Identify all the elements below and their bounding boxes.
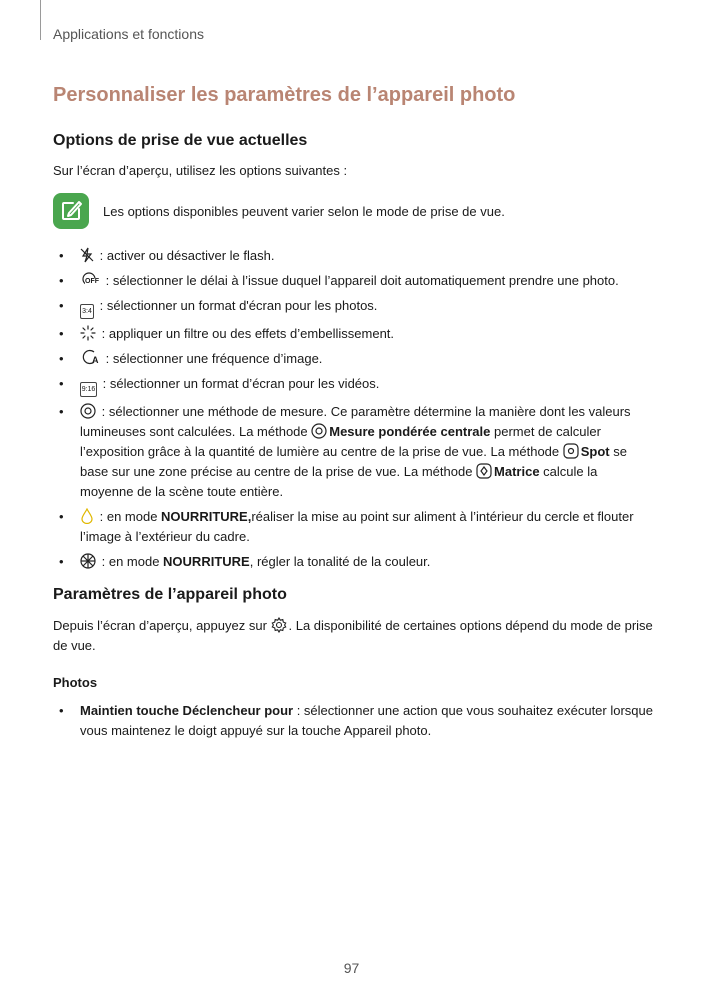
note-text: Les options disponibles peuvent varier selon le mode de prise de vue. xyxy=(103,204,505,219)
settings-paragraph xyxy=(53,616,653,656)
chapter-title: Applications et fonctions xyxy=(53,26,204,42)
subheading-photos: Photos xyxy=(53,675,98,690)
bullet: • xyxy=(59,509,64,524)
list-item-metering xyxy=(53,402,653,502)
item-text: se base sur une zone précise au centre de la prise de vue. La méthode xyxy=(80,444,627,479)
bullet: • xyxy=(59,404,64,419)
filter-sparkle-icon xyxy=(80,325,96,341)
item-bold: NOURRITURE, xyxy=(161,509,252,524)
item-text: : en mode xyxy=(98,554,164,569)
framerate-auto-icon xyxy=(80,349,100,366)
bullet: • xyxy=(59,326,64,341)
list-item-framerate xyxy=(53,349,653,369)
item-text: : en mode xyxy=(96,509,162,524)
item-text: : sélectionner une méthode de mesure. Ce paramètre détermine la manière dont les valeurs lumineuses sont calculées. La méthode xyxy=(80,404,631,439)
timer-off-icon xyxy=(80,272,100,288)
bullet: • xyxy=(59,248,64,263)
item-text: : sélectionner une fréquence d’image. xyxy=(102,351,323,366)
color-tone-wheel-icon xyxy=(80,553,96,569)
item-text: : activer ou désactiver le flash. xyxy=(96,248,275,263)
item-bold: Mesure pondérée centrale xyxy=(329,424,491,439)
spot-metering-icon xyxy=(563,443,579,459)
food-focus-drop-icon xyxy=(80,508,94,524)
item-text: : appliquer un filtre ou des effets d’embellissement. xyxy=(98,326,395,341)
list-item-shutter-hold xyxy=(53,701,653,741)
section-heading-options: Options de prise de vue actuelles xyxy=(53,132,308,149)
item-bold: Spot xyxy=(580,444,610,459)
bullet: • xyxy=(59,273,64,288)
list-item-flash xyxy=(53,246,653,266)
matrix-metering-icon xyxy=(476,463,492,479)
item-text: : sélectionner le délai à l’issue duquel l’appareil doit automatiquement prendre une photo. xyxy=(102,273,619,288)
page-title: Personnaliser les paramètres de l’appareil photo xyxy=(53,84,516,106)
note-pen-icon xyxy=(53,193,89,229)
list-item-filter xyxy=(53,324,653,344)
bullet: • xyxy=(59,703,64,718)
note-box xyxy=(53,193,653,229)
section-heading-settings: Paramètres de l’appareil photo xyxy=(53,586,287,603)
options-list xyxy=(53,246,653,577)
ratio-3-4-icon: 3:4 xyxy=(80,304,94,319)
item-bold: Maintien touche Déclencheur pour xyxy=(80,703,294,718)
item-text: : sélectionner un format d'écran pour les photos. xyxy=(96,298,378,313)
metering-icon xyxy=(80,403,96,419)
item-text: réaliser la mise au point sur aliment à l’intérieur du cercle et flouter l’image à l’extérieur du cadre. xyxy=(80,509,634,544)
settings-gear-icon xyxy=(271,617,287,633)
item-text: calcule la moyenne de la scène toute entière. xyxy=(80,464,598,499)
item-bold: NOURRITURE xyxy=(163,554,250,569)
list-item-video-ratio xyxy=(53,374,653,397)
header-rule xyxy=(40,0,41,40)
settings-text: . La disponibilité de certaines options dépend du mode de prise de vue. xyxy=(53,618,653,653)
item-text: , régler la tonalité de la couleur. xyxy=(249,554,431,569)
framerate-label: A xyxy=(92,355,99,365)
bullet: • xyxy=(59,351,64,366)
item-text: : sélectionner un format d’écran pour les vidéos. xyxy=(99,376,380,391)
page-number: 97 xyxy=(343,960,360,976)
options-intro: Sur l’écran d’aperçu, utilisez les options suivantes : xyxy=(53,163,348,178)
item-text: permet de calculer l’exposition grâce à la quantité de lumière au centre de la prise de vue. La méthode xyxy=(80,424,601,459)
timer-off-label: OFF xyxy=(85,278,99,285)
ratio-9-16-icon: 9:16 xyxy=(80,382,97,397)
item-text: : sélectionner une action que vous souhaitez exécuter lorsque vous maintenez le doigt appuyé sur la touche Appareil photo. xyxy=(80,703,653,738)
list-item-food-tone xyxy=(53,552,653,572)
flash-off-icon xyxy=(80,247,94,263)
item-bold: Matrice xyxy=(494,464,540,479)
list-item-timer xyxy=(53,271,653,291)
bullet: • xyxy=(59,376,64,391)
bullet: • xyxy=(59,554,64,569)
center-weighted-icon xyxy=(311,423,327,439)
settings-text: Depuis l’écran d’aperçu, appuyez sur xyxy=(53,618,271,633)
bullet: • xyxy=(59,298,64,313)
list-item-food-focus xyxy=(53,507,653,547)
photos-list xyxy=(53,701,653,746)
list-item-photo-ratio xyxy=(53,296,653,319)
